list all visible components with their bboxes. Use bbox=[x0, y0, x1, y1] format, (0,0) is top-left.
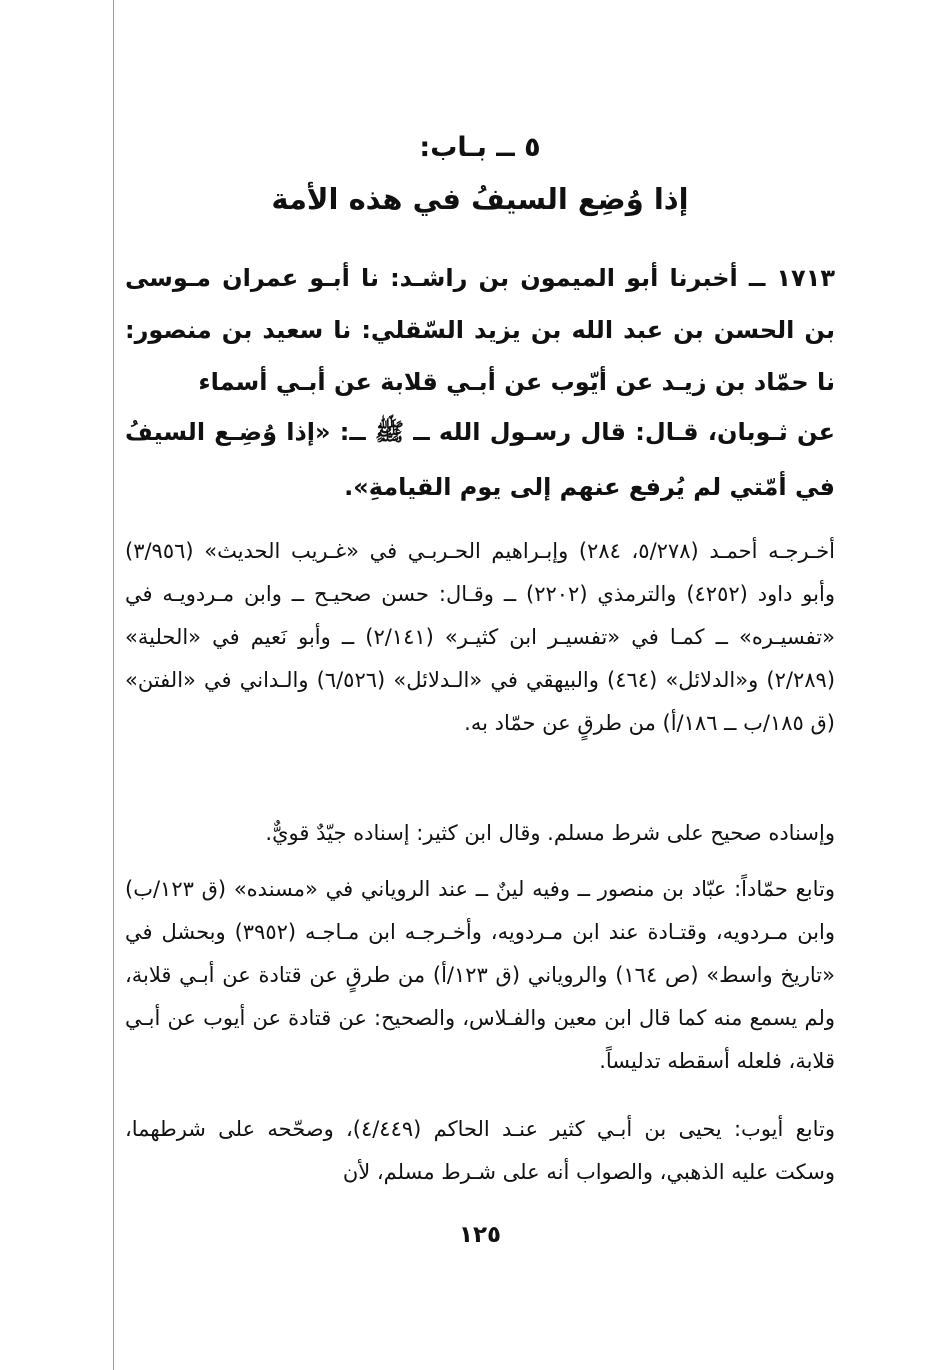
chapter-number: ٥ ــ بـاب: bbox=[419, 132, 541, 163]
chapter-title: إذا وُضِع السيفُ في هذه الأمة bbox=[271, 182, 689, 216]
page-number: ١٢٥ bbox=[458, 1222, 502, 1248]
takhrij-paragraph: أخـرجـه أحمـد (٥/٢٧٨، ٢٨٤) وإبـراهيم الحـربـي في «غـريب الحديث» (٣/٩٥٦) وأبو داود (٤٢٥٢) والترمذي (٢٢٠٢) ــ وقـال: حسن صحيـح ــ وابن مـردويـه في «تفسيـره» ــ كمـا في «تفسيـر ابن كثيـر» (٢/١٤١) ــ وأبو نَعيم في «الحلية» (٢/٢٨٩) و«الدلائل» (٤٦٤) والبيهقي في «الـدلائل» (٦/٥٢٦) والـداني في «الفتن» (ق ١٨٥/ب ــ ١٨٦/أ) من طرقٍ عن حمّاد به. bbox=[125, 539, 836, 735]
page-edge-line bbox=[113, 0, 114, 1370]
mutabaa-hammad-paragraph: وتابع حمّاداً: عبّاد بن منصور ــ وفيه لينٌ ــ عند الروياني في «مسنده» (ق ١٢٣/ب) وابن مـردويه، وقتـادة عند ابن مـردويه، وأخـرجـه ابن مـاجـه (٣٩٥٢) وبحشل في «تاريخ واسط» (ص ١٦٤) والروياني (ق ١٢٣/أ) من طرقٍ عن قتادة عن أبـي قلابة، ولم يسمع منه كما قال ابن معين والفـلاس، والصحيح: عن قتادة عن أيوب عن أبـي قلابة، فلعله أسقطه تدليساً. bbox=[125, 877, 835, 1073]
isnad-grade-paragraph: وإسناده صحيح على شرط مسلم. وقال ابن كثير: إسناده جيّدٌ قويٌّ. bbox=[265, 821, 835, 845]
hadith-isnad: ١٧١٣ ــ أخبرنا أبو الميمون بن راشـد: نا أبـو عمران مـوسى بن الحسن بن عبد الله بن يزيد السّقلي: نا سعيد بن منصور: نا حمّاد بن زيـد عن أيّوب عن أبـي قلابة عن أبـي أسماء bbox=[125, 264, 835, 396]
mutabaa-ayyub-paragraph: وتابع أيوب: يحيى بن أبـي كثير عنـد الحاكم (٤/٤٤٩)، وصحّحه على شرطهما، وسكت عليه الذهبي، والصواب أنه على شـرط مسلم، لأن bbox=[125, 1117, 835, 1184]
hadith-matn: عن ثـوبان، قـال: قال رسـول الله ــ ﷺ ــ: «إذا وُضِـع السيفُ في أمّتي لم يُرفع عنهم إلى يوم القيامةِ». bbox=[125, 418, 835, 501]
